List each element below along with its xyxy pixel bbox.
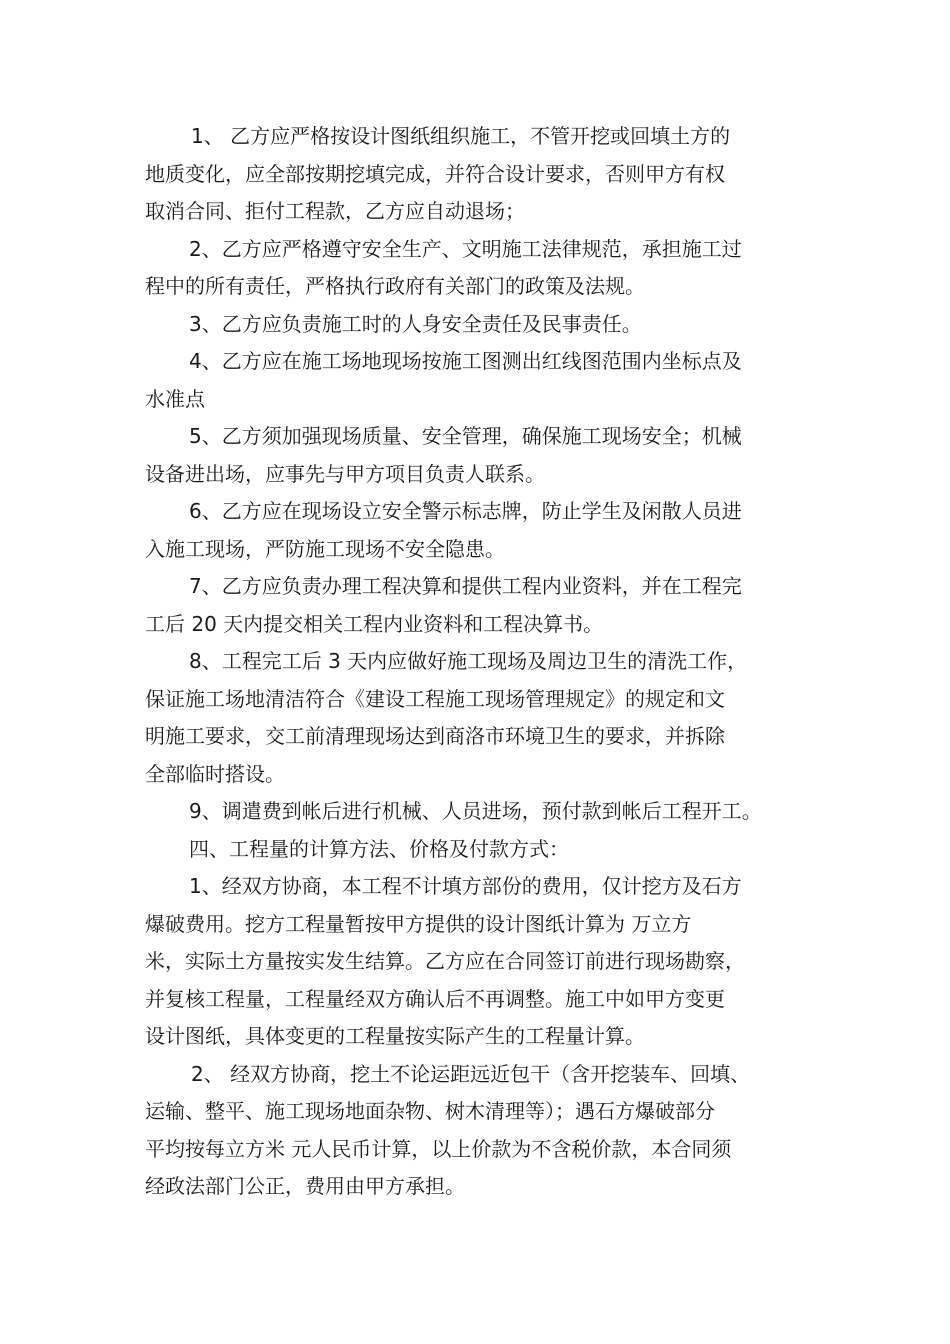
text-line: 明施工要求，交工前清理现场达到商洛市环境卫生的要求，并拆除	[145, 724, 725, 748]
paragraph-clause-8	[145, 643, 845, 793]
text-line: 经政法部门公正，费用由甲方承担。	[145, 1174, 465, 1198]
text-line: 3、乙方应负责施工时的人身安全责任及民事责任。	[189, 311, 642, 336]
text-line: 1、经双方协商，本工程不计填方部份的费用，仅计挖方及石方	[189, 874, 742, 898]
document-body	[145, 118, 845, 1206]
paragraph-clause-4	[145, 343, 845, 418]
paragraph-clause-1	[145, 118, 845, 231]
paragraph-clause-6	[145, 493, 845, 568]
text-line: 2、 经双方协商，挖土不论运距远近包干（含开挖装车、回填、	[191, 1061, 751, 1086]
section-heading-4	[145, 831, 845, 869]
text-line: 4、乙方应在施工场地现场按施工图测出红线图范围内坐标点及	[189, 349, 742, 373]
text-line: 2、乙方应严格遵守安全生产、文明施工法律规范，承担施工过	[189, 236, 742, 261]
paragraph-clause-5	[145, 418, 845, 493]
text-line: 5、乙方须加强现场质量、安全管理，确保施工现场安全；机械	[189, 424, 742, 448]
text-line: 入施工现场，严防施工现场不安全隐患。	[145, 536, 505, 561]
paragraph-clause-3	[145, 306, 845, 344]
text-line: 7、乙方应负责办理工程决算和提供工程内业资料，并在工程完	[189, 574, 742, 598]
text-line: 保证施工场地清洁符合《建设工程施工现场管理规定》的规定和文	[145, 686, 725, 711]
text-line: 1、 乙方应严格按设计图纸组织施工，不管开挖或回填土方的	[191, 124, 731, 148]
text-line: 爆破费用。挖方工程量暂按甲方提供的设计图纸计算为 万立方	[145, 911, 692, 936]
text-line: 工后 20 天内提交相关工程内业资料和工程决算书。	[145, 611, 604, 636]
text-line: 全部临时搭设。	[145, 761, 285, 786]
paragraph-clause-2	[145, 231, 845, 306]
text-line: 水准点	[145, 386, 205, 411]
text-line: 6、乙方应在现场设立安全警示标志牌，防止学生及闲散人员进	[189, 499, 742, 523]
text-line: 米，实际土方量按实发生结算。乙方应在合同签订前进行现场勘察，	[145, 949, 745, 973]
text-line: 运输、整平、施工现场地面杂物、树木清理等）；遇石方爆破部分	[145, 1099, 715, 1123]
text-line: 9、调遣费到帐后进行机械、人员进场，预付款到帐后工程开工。	[189, 799, 762, 823]
paragraph-clause-7	[145, 568, 845, 643]
text-line: 设计图纸，具体变更的工程量按实际产生的工程量计算。	[145, 1024, 645, 1048]
paragraph-pricing-2	[145, 1056, 845, 1206]
text-line: 程中的所有责任，严格执行政府有关部门的政策及法规。	[145, 274, 645, 298]
text-line: 地质变化，应全部按期挖填完成，并符合设计要求，否则甲方有权	[145, 161, 725, 186]
text-line: 设备进出场，应事先与甲方项目负责人联系。	[145, 461, 545, 486]
text-line: 取消合同、拒付工程款，乙方应自动退场；	[145, 199, 525, 223]
paragraph-pricing-1	[145, 868, 845, 1056]
text-line: 8、工程完工后 3 天内应做好施工现场及周边卫生的清洗工作，	[189, 649, 748, 673]
text-line: 平均按每立方米 元人民币计算，以上价款为不含税价款，本合同须	[145, 1136, 732, 1161]
section-heading: 四、工程量的计算方法、价格及付款方式：	[189, 836, 569, 861]
paragraph-clause-9	[145, 793, 845, 831]
text-line: 并复核工程量，工程量经双方确认后不再调整。施工中如甲方变更	[145, 986, 725, 1011]
